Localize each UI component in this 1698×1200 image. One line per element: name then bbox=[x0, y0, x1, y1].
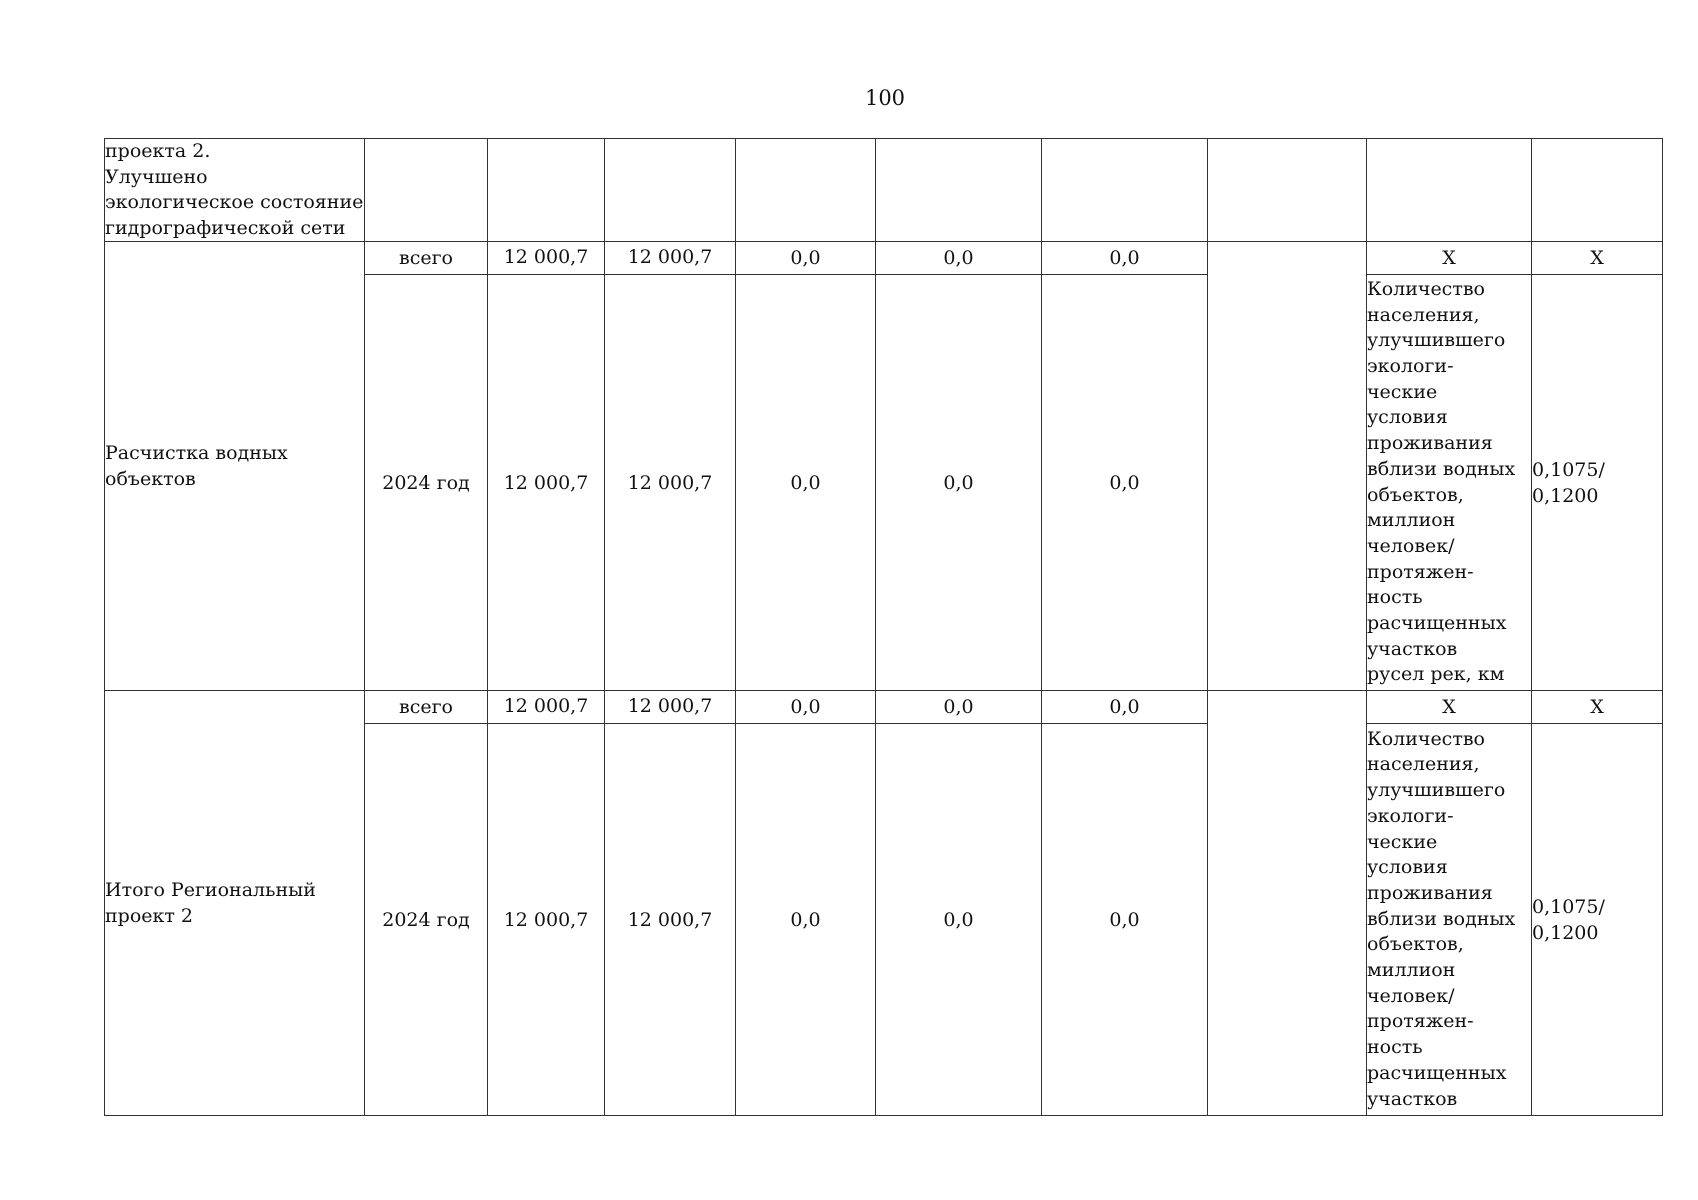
empty-cell bbox=[736, 139, 876, 242]
value-cell: 0,0 bbox=[1042, 275, 1208, 691]
indicator-cell: Количество населения, улучшившего экологи- ческие условия проживания вблизи водных объектов, миллион человек/ протяжен- ность расчищенных участков русел рек, км bbox=[1367, 275, 1532, 691]
empty-cell bbox=[1208, 691, 1367, 1116]
value-cell: 12 000,7 bbox=[605, 724, 736, 1116]
value-cell: 0,0 bbox=[1042, 724, 1208, 1116]
row-name: проекта 2. Улучшено экологическое состояние гидрографической сети bbox=[105, 139, 365, 242]
empty-cell bbox=[1532, 139, 1663, 242]
group-2-total-row bbox=[105, 691, 1663, 724]
budget-table bbox=[104, 138, 1663, 1116]
value-cell: 0,0 bbox=[736, 242, 876, 275]
row-name: Расчистка водных объектов bbox=[105, 242, 365, 691]
period-cell: всего bbox=[365, 242, 488, 275]
value-cell: 12 000,7 bbox=[605, 691, 736, 724]
page-number: 100 bbox=[864, 86, 906, 110]
value-cell: 0,0 bbox=[876, 724, 1042, 1116]
indicator-cell: Х bbox=[1367, 691, 1532, 724]
value-cell: 12 000,7 bbox=[488, 242, 605, 275]
empty-cell bbox=[488, 139, 605, 242]
indicator-value-cell: Х bbox=[1532, 242, 1663, 275]
value-cell: 12 000,7 bbox=[488, 691, 605, 724]
indicator-cell: Количество населения, улучшившего экологи- ческие условия проживания вблизи водных объектов, миллион человек/ протяжен- ность расчищенных участков bbox=[1367, 724, 1532, 1116]
indicator-value-cell: 0,1075/ 0,1200 bbox=[1532, 724, 1663, 1116]
value-cell: 0,0 bbox=[1042, 242, 1208, 275]
value-cell: 0,0 bbox=[736, 691, 876, 724]
empty-cell bbox=[1042, 139, 1208, 242]
empty-cell bbox=[876, 139, 1042, 242]
indicator-value-cell: Х bbox=[1532, 691, 1663, 724]
value-cell: 0,0 bbox=[736, 724, 876, 1116]
value-cell: 0,0 bbox=[876, 691, 1042, 724]
value-cell: 0,0 bbox=[876, 242, 1042, 275]
value-cell: 0,0 bbox=[736, 275, 876, 691]
value-cell: 12 000,7 bbox=[605, 242, 736, 275]
value-cell: 0,0 bbox=[1042, 691, 1208, 724]
empty-cell bbox=[1208, 139, 1367, 242]
value-cell: 12 000,7 bbox=[488, 275, 605, 691]
continuation-row bbox=[105, 139, 1663, 242]
indicator-value-cell: 0,1075/ 0,1200 bbox=[1532, 275, 1663, 691]
empty-cell bbox=[1208, 242, 1367, 691]
empty-cell bbox=[605, 139, 736, 242]
row-name: Итого Региональный проект 2 bbox=[105, 691, 365, 1116]
period-cell: всего bbox=[365, 691, 488, 724]
indicator-cell: Х bbox=[1367, 242, 1532, 275]
empty-cell bbox=[365, 139, 488, 242]
value-cell: 12 000,7 bbox=[488, 724, 605, 1116]
value-cell: 12 000,7 bbox=[605, 275, 736, 691]
group-1-total-row bbox=[105, 242, 1663, 275]
period-cell: 2024 год bbox=[365, 724, 488, 1116]
empty-cell bbox=[1367, 139, 1532, 242]
period-cell: 2024 год bbox=[365, 275, 488, 691]
value-cell: 0,0 bbox=[876, 275, 1042, 691]
